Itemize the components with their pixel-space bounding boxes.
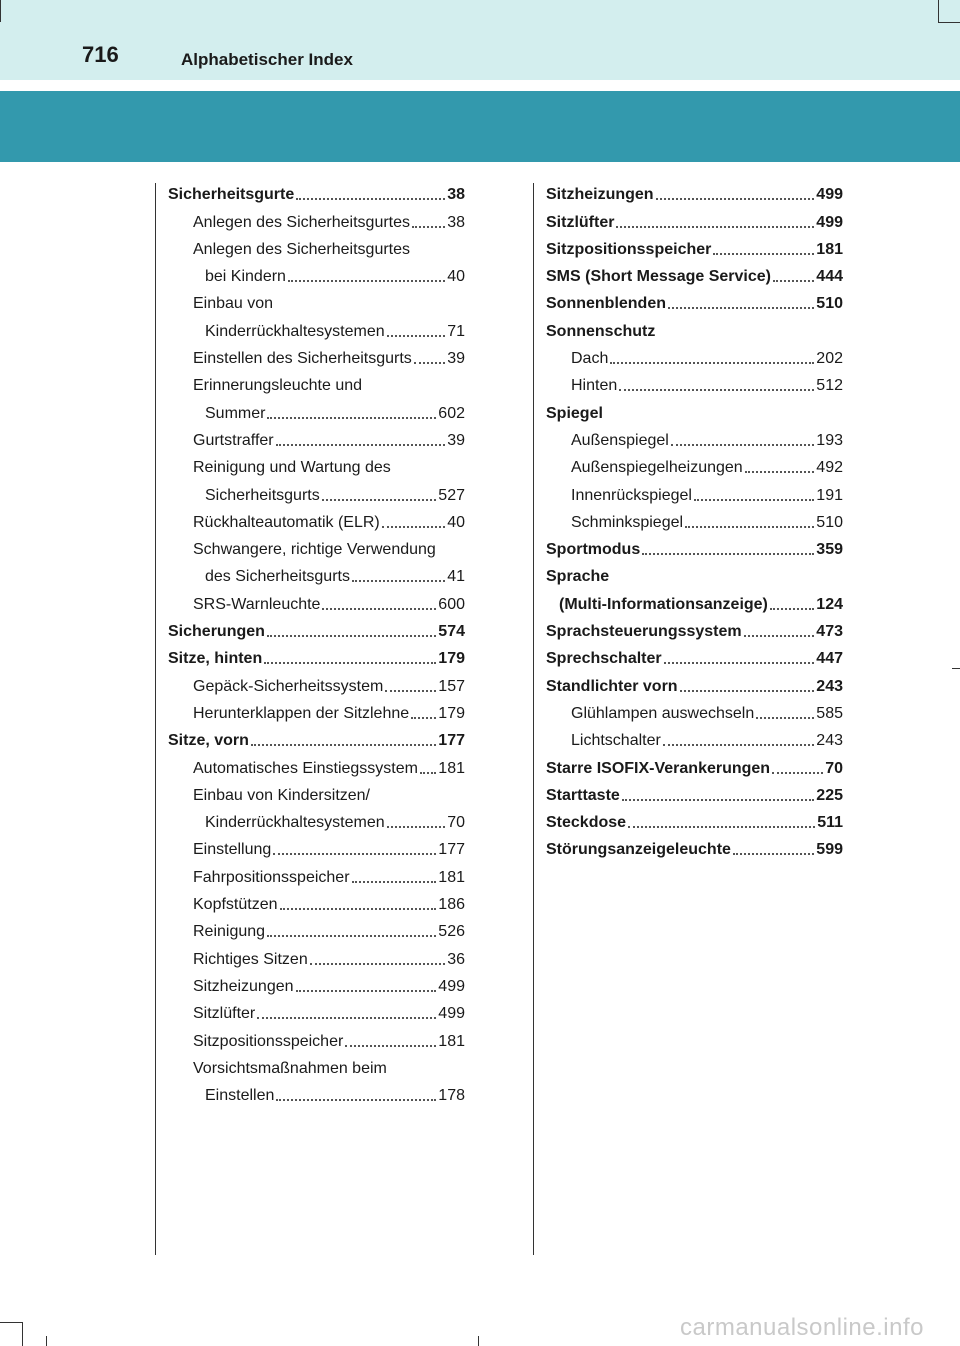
index-term: Hinten	[571, 377, 618, 395]
page-reference: 499	[438, 977, 465, 995]
dot-leader	[420, 772, 436, 774]
index-entry	[168, 451, 465, 478]
dot-leader	[610, 362, 814, 364]
page-reference: 179	[438, 704, 465, 722]
page-reference: 585	[816, 704, 843, 722]
crop-mark	[938, 22, 960, 23]
index-entry	[546, 642, 843, 669]
page-reference: 511	[817, 814, 843, 832]
index-entry	[546, 697, 843, 724]
header-color-band	[0, 91, 960, 162]
index-term: Sitzlüfter	[546, 213, 615, 231]
page-reference: 447	[816, 650, 843, 668]
index-entry	[546, 806, 843, 833]
index-term: Außenspiegelheizungen	[571, 459, 743, 477]
dot-leader	[756, 717, 814, 719]
index-entry	[168, 888, 465, 915]
page-reference: 186	[438, 896, 465, 914]
index-entry	[168, 1052, 465, 1079]
page-reference: 181	[438, 1032, 465, 1050]
index-entry	[546, 287, 843, 314]
dot-leader	[322, 499, 437, 501]
left-column-rule	[155, 183, 156, 1255]
dot-leader	[772, 772, 823, 774]
index-entry	[546, 451, 843, 478]
page-reference: 178	[438, 1087, 465, 1105]
index-term: Anlegen des Sicherheitsgurtes	[193, 213, 411, 231]
index-entry	[546, 369, 843, 396]
index-term: Gurtstraffer	[193, 431, 274, 449]
index-term: Sitzheizungen	[546, 186, 654, 204]
dot-leader	[257, 1017, 436, 1019]
dot-leader	[616, 226, 814, 228]
index-term: Kinderrückhaltesystemen	[205, 322, 385, 340]
index-entry	[168, 314, 465, 341]
index-term: Kopfstützen	[193, 896, 278, 914]
dot-leader	[310, 963, 445, 965]
page-reference: 527	[438, 486, 465, 504]
page-reference: 39	[447, 431, 465, 449]
page-reference: 36	[447, 950, 465, 968]
index-entry	[168, 860, 465, 887]
dot-leader	[322, 608, 436, 610]
dot-leader	[412, 226, 445, 228]
page-reference: 191	[816, 486, 843, 504]
page-reference: 526	[438, 923, 465, 941]
index-entry	[168, 724, 465, 751]
page-reference: 124	[816, 595, 843, 613]
index-entry	[168, 997, 465, 1024]
page-reference: 492	[816, 459, 843, 477]
index-term: Einstellen	[205, 1087, 275, 1105]
dot-leader	[280, 908, 437, 910]
page-reference: 473	[816, 623, 843, 641]
index-entry	[168, 833, 465, 860]
index-term: Spiegel	[546, 404, 603, 422]
dot-leader	[680, 690, 815, 692]
index-term: Fahrpositionsspeicher	[193, 868, 350, 886]
index-entry	[168, 178, 465, 205]
index-entry	[168, 506, 465, 533]
dot-leader	[773, 280, 814, 282]
page-reference: 40	[447, 268, 465, 286]
index-term: Sicherheitsgurts	[205, 486, 320, 504]
page-reference: 157	[438, 677, 465, 695]
index-entry	[546, 587, 843, 614]
index-term: Sitzpositionsspeicher	[193, 1032, 344, 1050]
page-reference: 38	[447, 186, 465, 204]
index-term: Erinnerungsleuchte und	[193, 377, 363, 395]
index-term: Sicherungen	[168, 623, 265, 641]
index-entry	[546, 779, 843, 806]
index-term: Gepäck-Sicherheitssystem	[193, 677, 384, 695]
dot-leader	[622, 799, 814, 801]
page-reference: 181	[438, 759, 465, 777]
crop-mark	[22, 1322, 23, 1346]
page-reference: 574	[438, 623, 465, 641]
index-term: Sportmodus	[546, 541, 641, 559]
index-term: Herunterklappen der Sitzlehne	[193, 704, 410, 722]
index-term: Sitze, vorn	[168, 732, 249, 750]
dot-leader	[713, 253, 814, 255]
dot-leader	[288, 280, 445, 282]
index-entry	[168, 751, 465, 778]
index-column-right	[546, 178, 843, 860]
index-term: Dach	[571, 350, 609, 368]
dot-leader	[273, 853, 436, 855]
index-term: Kinderrückhaltesystemen	[205, 814, 385, 832]
index-column-left	[168, 178, 465, 1106]
index-term: SRS-Warnleuchte	[193, 595, 321, 613]
index-entry	[546, 342, 843, 369]
dot-leader	[671, 444, 814, 446]
dot-leader	[264, 662, 436, 664]
index-term: Glühlampen auswechseln	[571, 704, 755, 722]
index-entry	[546, 233, 843, 260]
dot-leader	[267, 417, 436, 419]
index-term: Richtiges Sitzen	[193, 950, 308, 968]
index-term: Anlegen des Sicherheitsgurtes	[193, 240, 411, 258]
index-entry	[168, 424, 465, 451]
page-reference: 177	[438, 841, 465, 859]
crop-mark	[0, 1322, 22, 1323]
index-entry	[168, 806, 465, 833]
dot-leader	[276, 444, 446, 446]
index-entry	[546, 424, 843, 451]
crop-mark	[938, 0, 939, 22]
index-term: Sitzpositionsspeicher	[546, 240, 712, 258]
dot-leader	[733, 853, 814, 855]
page-number: 716	[82, 42, 119, 67]
page-reference: 70	[825, 759, 843, 777]
dot-leader	[387, 335, 446, 337]
index-entry	[168, 342, 465, 369]
index-term: Störungsanzeigeleuchte	[546, 841, 731, 859]
dot-leader	[744, 635, 815, 637]
index-entry	[168, 287, 465, 314]
index-entry	[546, 669, 843, 696]
index-entry	[546, 314, 843, 341]
crop-mark	[478, 1336, 479, 1346]
index-entry	[168, 970, 465, 997]
index-term: Sicherheitsgurte	[168, 186, 295, 204]
page-reference: 602	[438, 404, 465, 422]
index-entry	[546, 478, 843, 505]
index-term: Reinigung und Wartung des	[193, 459, 391, 477]
page-reference: 444	[816, 268, 843, 286]
index-term: Rückhalteautomatik (ELR)	[193, 513, 380, 531]
index-term: Innenrückspiegel	[571, 486, 692, 504]
index-entry	[546, 506, 843, 533]
index-entry	[168, 233, 465, 260]
crop-mark	[46, 1336, 47, 1346]
index-term: Sprechschalter	[546, 650, 662, 668]
page-reference: 512	[816, 377, 843, 395]
index-term: Sitze, hinten	[168, 650, 263, 668]
index-entry	[168, 697, 465, 724]
watermark: carmanualsonline.info	[680, 1314, 924, 1341]
index-term: Einstellen des Sicherheitsgurts	[193, 350, 412, 368]
index-term: Einstellung	[193, 841, 272, 859]
index-term: SMS (Short Message Service)	[546, 268, 771, 286]
dot-leader	[352, 881, 437, 883]
page-reference: 243	[816, 732, 843, 750]
index-entry	[168, 642, 465, 669]
index-term: Außenspiegel	[571, 431, 669, 449]
index-term: Steckdose	[546, 814, 627, 832]
index-term: Einbau von Kindersitzen/	[193, 786, 370, 804]
dot-leader	[387, 826, 446, 828]
dot-leader	[296, 198, 445, 200]
dot-leader	[267, 935, 436, 937]
crop-mark	[952, 668, 960, 669]
crop-mark	[0, 0, 1, 22]
index-entry	[168, 369, 465, 396]
dot-leader	[251, 744, 436, 746]
page-reference: 600	[438, 595, 465, 613]
index-entry	[546, 396, 843, 423]
index-term: Sitzheizungen	[193, 977, 294, 995]
page-reference: 243	[816, 677, 843, 695]
index-term: Schwangere, richtige Verwendung	[193, 541, 436, 559]
page-reference: 38	[447, 213, 465, 231]
page-reference: 71	[447, 322, 465, 340]
index-term: Lichtschalter	[571, 732, 661, 750]
dot-leader	[276, 1099, 436, 1101]
index-entry	[168, 560, 465, 587]
page-reference: 177	[438, 732, 465, 750]
index-entry	[168, 1024, 465, 1051]
index-term: Einbau von	[193, 295, 274, 313]
page-reference: 499	[816, 213, 843, 231]
index-entry	[546, 615, 843, 642]
index-entry	[546, 533, 843, 560]
index-term: Standlichter vorn	[546, 677, 678, 695]
dot-leader	[685, 526, 814, 528]
dot-leader	[663, 744, 814, 746]
page-reference: 225	[816, 786, 843, 804]
index-entry	[168, 478, 465, 505]
dot-leader	[345, 1045, 436, 1047]
dot-leader	[668, 307, 814, 309]
index-entry	[168, 779, 465, 806]
page-reference: 70	[447, 814, 465, 832]
index-entry	[168, 396, 465, 423]
dot-leader	[656, 198, 815, 200]
index-entry	[168, 260, 465, 287]
index-entry	[546, 724, 843, 751]
page-reference: 41	[447, 568, 465, 586]
index-entry	[546, 178, 843, 205]
dot-leader	[619, 389, 814, 391]
page-reference: 510	[816, 513, 843, 531]
index-entry	[546, 260, 843, 287]
index-term: Sonnenblenden	[546, 295, 666, 313]
index-entry	[168, 942, 465, 969]
index-term: Starttaste	[546, 786, 620, 804]
page-reference: 181	[438, 868, 465, 886]
index-term: Schminkspiegel	[571, 513, 684, 531]
page-reference: 499	[438, 1005, 465, 1023]
index-term: (Multi-Informationsanzeige)	[559, 595, 768, 613]
dot-leader	[352, 580, 445, 582]
dot-leader	[411, 717, 436, 719]
dot-leader	[642, 553, 814, 555]
page-reference: 179	[438, 650, 465, 668]
dot-leader	[382, 526, 445, 528]
dot-leader	[694, 499, 814, 501]
index-entry	[168, 587, 465, 614]
index-entry	[168, 669, 465, 696]
dot-leader	[745, 471, 815, 473]
page-reference: 202	[816, 350, 843, 368]
index-entry	[546, 560, 843, 587]
dot-leader	[296, 990, 437, 992]
section-title: Alphabetischer Index	[181, 50, 353, 69]
index-entry	[168, 615, 465, 642]
index-entry	[168, 915, 465, 942]
index-entry	[168, 533, 465, 560]
index-term: Reinigung	[193, 923, 266, 941]
index-term: Starre ISOFIX-Verankerungen	[546, 759, 771, 777]
dot-leader	[385, 690, 436, 692]
index-entry	[168, 205, 465, 232]
index-term: Automatisches Einstiegssystem	[193, 759, 418, 777]
page-reference: 510	[816, 295, 843, 313]
index-term: Sitzlüfter	[193, 1005, 256, 1023]
page-reference: 499	[816, 186, 843, 204]
header-bar	[0, 0, 960, 80]
page-reference: 193	[816, 431, 843, 449]
dot-leader	[267, 635, 436, 637]
right-column-rule	[533, 183, 534, 1255]
dot-leader	[664, 662, 815, 664]
page-reference: 359	[816, 541, 843, 559]
page-reference: 39	[447, 350, 465, 368]
page-reference: 599	[816, 841, 843, 859]
index-term: bei Kindern	[205, 268, 286, 286]
dot-leader	[770, 608, 814, 610]
index-entry	[168, 1079, 465, 1106]
index-entry	[546, 205, 843, 232]
index-term: des Sicherheitsgurts	[205, 568, 350, 586]
index-entry	[546, 833, 843, 860]
dot-leader	[414, 362, 445, 364]
index-term: Sonnenschutz	[546, 322, 656, 340]
index-term: Sprachsteuerungssystem	[546, 623, 742, 641]
page-reference: 40	[447, 513, 465, 531]
dot-leader	[628, 826, 815, 828]
index-term: Summer	[205, 404, 266, 422]
page-reference: 181	[816, 240, 843, 258]
index-term: Sprache	[546, 568, 610, 586]
index-entry	[546, 751, 843, 778]
index-term: Vorsichtsmaßnahmen beim	[193, 1059, 387, 1077]
